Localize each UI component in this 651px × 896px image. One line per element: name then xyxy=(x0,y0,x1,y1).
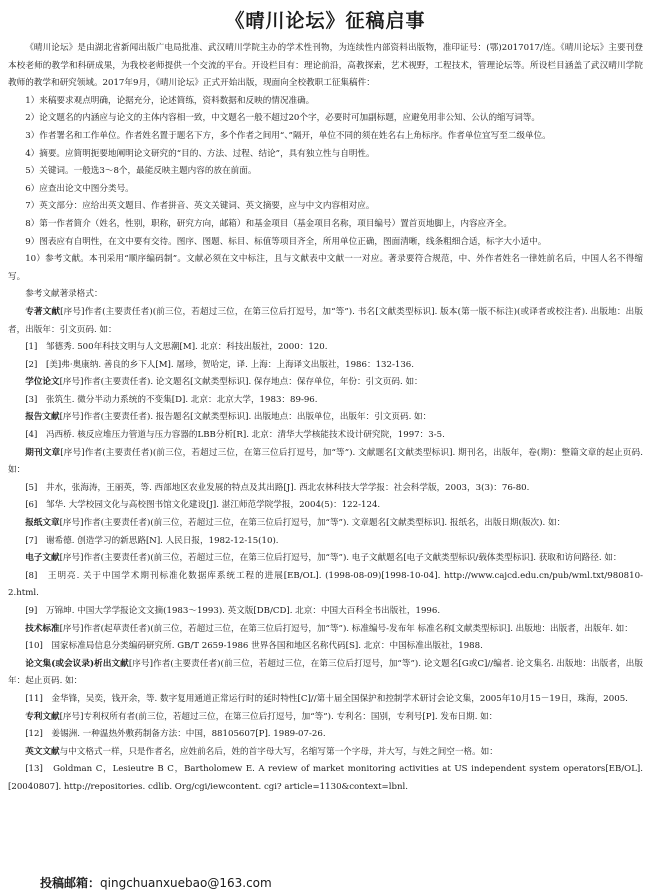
notice-paragraph xyxy=(8,427,643,445)
paragraph-text: [5] 井水，张海涛，王丽英，等. 西部地区农业发展的特点及其出路[J]. 西北农林科技大学学报：社会科学版，2003，3(3)：76-80. xyxy=(25,482,530,493)
reference-format-paragraph xyxy=(8,550,643,568)
paragraph-text: 3）作者署名和工作单位。作者姓名置于题名下方，多个作者之间用“、”隔开，单位不同的须在姓名右上角标序。作者单位宜写至二级单位。 xyxy=(25,130,551,141)
reference-format-paragraph xyxy=(8,744,643,762)
reference-format-paragraph xyxy=(8,656,643,691)
paragraph-text: 7）英文部分：应给出英文题目、作者拼音、英文关键词、英文摘要，应与中文内容相对应。 xyxy=(25,201,375,212)
reference-format-paragraph xyxy=(8,445,643,480)
format-type-label: 报告文献 xyxy=(25,412,60,423)
paragraph-text: [13] Goldman C，Lesieutre B C，Bartholomew E. A review of market monitoring activities at US independent system operators[EB/OL]. [20040807]. http://repositories. cdlib. Org/cgi/iewcontent. cgi? article=1130&context=lbnl. xyxy=(8,764,643,792)
format-type-label: 学位论文 xyxy=(25,377,60,388)
notice-paragraph xyxy=(8,286,643,304)
paragraph-text: 10）参考文献。本刊采用“顺序编码制”。文献必须在文中标注，且与文献表中文献一一对应。著录要符合规范，中、外作者姓名一律姓前名后，中国人名不得缩写。 xyxy=(8,254,643,282)
reference-format-paragraph xyxy=(8,374,643,392)
notice-paragraph xyxy=(8,93,643,111)
paragraph-text: [序号]作者(主要责任者)(前三位，若超过三位，在第三位后打逗号，加“等”). 书名[文献类型标识]. 版本(第一版不标注)(或译者或校注者). 出版地：出版者，出版年：引文页码. 如： xyxy=(8,306,643,335)
email-address: qingchuanxuebao@163.com xyxy=(100,876,272,890)
notice-paragraph xyxy=(8,533,643,551)
paragraph-text: 9）图表应有自明性，在文中要有交待。图序、图题、标目、标值等项目齐全，所用单位正确，图面清晰，线条粗细合适，标字大小适中。 xyxy=(25,236,547,247)
notice-paragraph xyxy=(8,568,643,603)
paragraph-text: [8] 王明亮. 关于中国学术期刊标准化数据库系统工程的进展[EB/OL]. (1998-08-09)[1998-10-04]. http://www.cajcd.edu.cn/pub/wml.txt/980810-2.html. xyxy=(8,570,643,599)
paragraph-text: [3] 张筑生. 微分半动力系统的不变集[D]. 北京：北京大学，1983：89-96. xyxy=(25,394,318,405)
paragraph-text: [序号]专利权所有者(前三位，若超过三位，在第三位后打逗号，加“等”). 专利名：国别，专利号[P]. 发布日期. 如： xyxy=(59,711,498,722)
page-title: 《晴川论坛》征稿启事 xyxy=(225,10,426,32)
notice-paragraph xyxy=(8,638,643,656)
paragraph-text: [序号]作者(主要责任者). 论文题名[文献类型标识]. 保存地点：保存单位，年份：引文页码. 如： xyxy=(59,377,423,388)
paragraph-text: [6] 邹华. 大学校园文化与高校图书馆文化建设[J]. 湛江师范学院学报，2004(5)：122-124. xyxy=(25,500,381,511)
reference-format-paragraph xyxy=(8,409,643,427)
paragraph-text: 参考文献著录格式： xyxy=(25,289,103,300)
notice-paragraph xyxy=(8,497,643,515)
paragraph-text: 8）第一作者简介（姓名，性别，职称，研究方向，邮箱）和基金项目（基金项目名称，项目编号）置首页地脚上，内容应齐全。 xyxy=(25,218,512,229)
paragraph-text: 1）来稿要求观点明确，论据充分，论述简练，资料数据和反映的情况准确。 xyxy=(25,95,315,106)
paragraph-text: [序号]作者(主要责任者)(前三位，若超过三位，在第三位后打逗号，加“等”). 文章题名[文献类型标识]. 报纸名，出版日期(版次). 如： xyxy=(59,518,566,529)
paragraph-text: [1] 邹德秀. 500年科技文明与人文思潮[M]. 北京：科技出版社，2000：120. xyxy=(25,342,328,353)
paragraph-text: [4] 冯西桥. 核反应堆压力管道与压力容器的LBB分析[R]. 北京：清华大学核能技术设计研究院，1997：3-5. xyxy=(25,430,445,441)
format-type-label: 技术标准 xyxy=(25,623,60,634)
paragraph-text: 6）应查出论文中图分类号。 xyxy=(25,183,134,194)
notice-paragraph xyxy=(8,163,643,181)
paragraph-text: [序号]作者(主要责任者). 报告题名[文献类型标识]. 出版地点：出版单位，出版年：引文页码. 如： xyxy=(59,412,432,423)
notice-paragraph xyxy=(8,691,643,709)
notice-paragraph xyxy=(8,216,643,234)
notice-body xyxy=(8,40,643,797)
notice-paragraph xyxy=(8,480,643,498)
notice-paragraph xyxy=(8,761,643,796)
notice-paragraph xyxy=(8,40,643,93)
paragraph-text: [序号]作者(主要责任者)(前三位，若超过三位，在第三位后打逗号，加“等”). 电子文献题名[电子文献类型标识/载体类型标识]. 获取和访问路径. 如： xyxy=(59,553,622,564)
paragraph-text: [2] [美]弗·奥康纳. 善良的乡下人[M]. 屠珍，贺哈定，译. 上海：上海译文出版社，1986：132-136. xyxy=(25,359,415,370)
notice-paragraph xyxy=(8,128,643,146)
notice-paragraph xyxy=(8,234,643,252)
reference-format-paragraph xyxy=(8,304,643,339)
notice-paragraph xyxy=(8,339,643,357)
reference-format-paragraph xyxy=(8,515,643,533)
reference-format-paragraph xyxy=(8,621,643,639)
paragraph-text: [序号]作者(主要责任者)(前三位，若超过三位，在第三位后打逗号，加“等”). 文献题名[文献类型标识]. 期刊名，出版年，卷(期)：整篇文章的起止页码. 如： xyxy=(8,447,643,476)
paragraph-text: [序号]作者(起草责任者)(前三位，若超过三位，在第三位后打逗号，加“等”). 标准编号-发布年 标准名称[文献类型标识]. 出版地：出版者，出版年. 如： xyxy=(59,623,633,634)
notice-paragraph xyxy=(8,146,643,164)
reference-format-paragraph xyxy=(8,709,643,727)
paragraph-text: [7] 谢希德. 创造学习的新思路[N]. 人民日报，1982-12-15(10). xyxy=(25,535,279,546)
email-label: 投稿邮箱： xyxy=(40,876,101,890)
format-type-label: 报纸文章 xyxy=(25,518,60,529)
contact-footer xyxy=(40,874,272,891)
notice-paragraph xyxy=(8,251,643,286)
format-type-label: 电子文献 xyxy=(25,553,60,564)
format-type-label: 英文文献 xyxy=(25,746,60,757)
paragraph-text: 《晴川论坛》是由湖北省新闻出版广电局批准、武汉晴川学院主办的学术性刊物，为连续性内部资料出版物，准印证号：(鄂)2017017/连。《晴川论坛》主要刊登本校老师的教学和科研成果，为我校老师提供一个交流的平台。开设栏目有：理论前沿，高教探索，艺术视野，工程技术，管理论坛等。所设栏目涵盖了武汉晴川学院教师的教学和研究领域。2017年9月，《晴川论坛》正式开始出版，现面向全校教职工征集稿件： xyxy=(8,43,643,89)
paragraph-text: [11] 金华锋，吴奕，钱开余，等. 数字复用通道正常运行时的延时特性[C]//第十届全国保护和控制学术研讨会论文集，2005年10月15－19日，珠海，2005. xyxy=(25,693,628,704)
format-type-label: 论文集(或会议录)析出文献 xyxy=(25,658,129,669)
notice-paragraph xyxy=(8,110,643,128)
notice-paragraph xyxy=(8,392,643,410)
paragraph-text: 4）摘要。应简明扼要地阐明论文研究的“目的、方法、过程、结论”，具有独立性与自明性。 xyxy=(25,148,375,159)
notice-paragraph xyxy=(8,357,643,375)
notice-paragraph xyxy=(8,603,643,621)
paragraph-text: [9] 万锦坤. 中国大学学报论文文摘(1983～1993). 英文版[DB/CD]. 北京：中国大百科全书出版社，1996. xyxy=(25,606,441,616)
paragraph-text: [10] 国家标准局信息分类编码研究所. GB/T 2659-1986 世界各国和地区名称代码[S]. 北京：中国标准出版社，1988. xyxy=(25,641,483,652)
format-type-label: 专利文献 xyxy=(25,711,60,722)
notice-paragraph xyxy=(8,198,643,216)
paragraph-text: 5）关键词。一般选3～8个，最能反映主题内容的放在前面。 xyxy=(25,166,257,177)
paragraph-text: 与中文格式一样，只是作者名，应姓前名后，姓的首字母大写，名缩写第一个字母，并大写，与姓之间空一格。如： xyxy=(59,746,498,757)
notice-paragraph xyxy=(8,726,643,744)
notice-paragraph xyxy=(8,181,643,199)
format-type-label: 专著文献 xyxy=(25,306,61,317)
paragraph-text: [12] 姜锡洲. 一种温热外敷药制备方法：中国，88105607[P]. 1989-07-26. xyxy=(25,729,326,740)
paragraph-text: [序号]作者(主要责任者)(前三位，若超过三位，在第三位后打逗号，加“等”). 论文题名[G或C]//编者. 论文集名. 出版地：出版者，出版年：起止页码. 如： xyxy=(8,658,643,687)
paragraph-text: 2）论文题名的内涵应与论文的主体内容相一致，中文题名一般不超过20个字，必要时可加副标题，应避免用非公知、公认的缩写词等。 xyxy=(25,113,541,124)
format-type-label: 期刊文章 xyxy=(25,447,61,458)
